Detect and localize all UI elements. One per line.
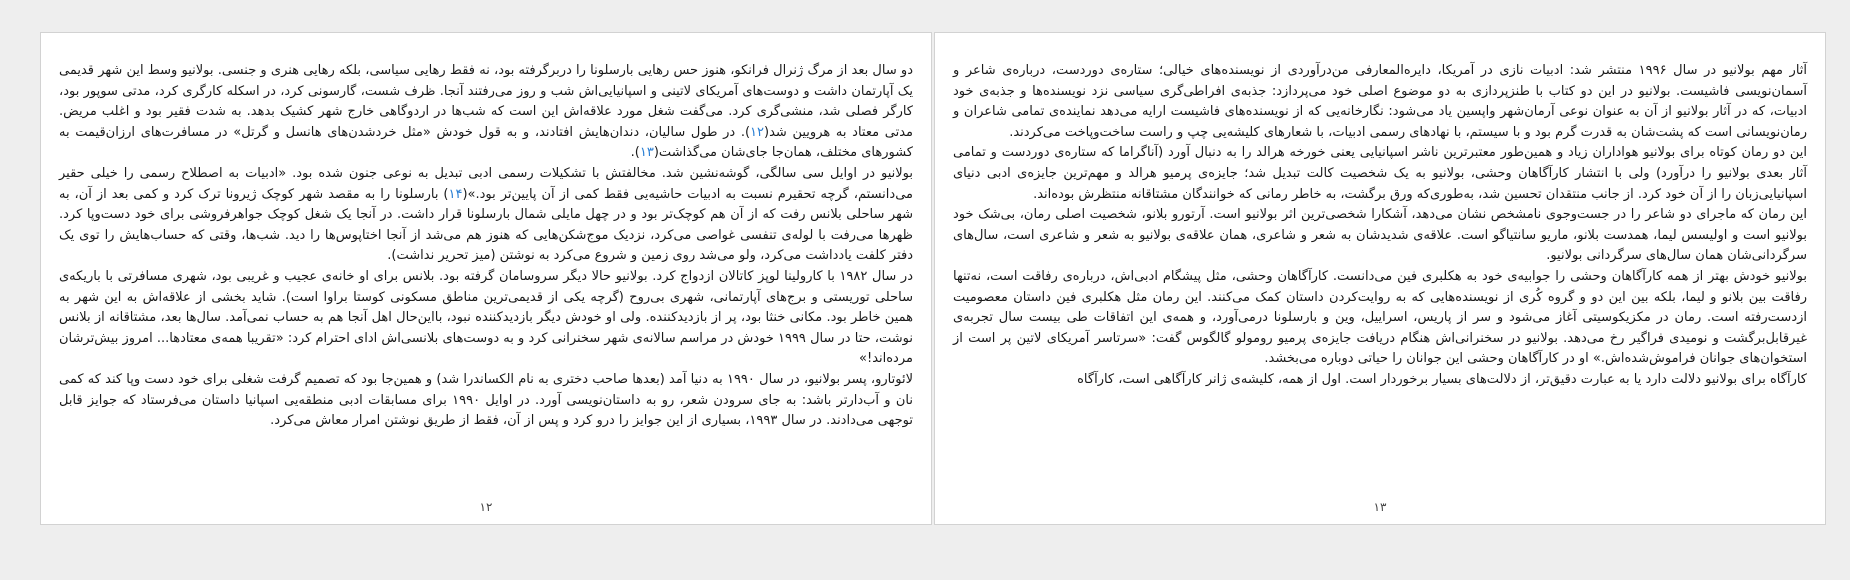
page-left-text xyxy=(59,61,913,432)
page-left xyxy=(40,32,932,525)
paragraph: دو سال بعد از مرگ ژنرال فرانکو، هنوز حس رهایی بارسلونا را دربرگرفته بود، نه فقط رهایی سیاسی، بلکه رهایی هنری و جنسی. بولانیو وسط این شهر قدیمی یک آپارتمان داشت و دوست‌های آمریکای لاتینی و اسپانیایی‌اش شب و روز می‌رفتند آنجا. ظرف شست، گارسونی کرد، در اسکله کارگری کرد، مدتی سوپور بود، کارگر فصلی شد، منشی‌گری کرد. می‌گفت شغل مورد علاقه‌اش این است که شب‌ها در اردوگاهی خارج شهر کشیک بدهد. به شدت فقیر بود و اغلب مریض. مدتی معتاد به هرویین شد(۱۲). در طول سالیان، دندان‌هایش افتادند، و به قول خودش «مثل خردشدن‌های هانسل و گرتل» در مسافرت‌های ارزان‌قیمت به کشورهای مختلف، همان‌جا جای‌شان می‌گذاشت(۱۳). xyxy=(59,63,913,161)
page-number: ۱۳ xyxy=(1373,500,1387,514)
paragraph: بولانیو در اوایل سی سالگی، گوشه‌نشین شد. مخالفتش با تشکیلات رسمی ادبی تبدیل به نوعی جنون شده بود. «ادبیات به اصطلاح رسمی را خیلی حقیر می‌دانستم، گرچه تحقیرم نسبت به ادبیات حاشیه‌یی فقط کمی از آن پایین‌تر بود.»(۱۴) بارسلونا را به مقصد شهر کوچک ژیرونا ترک کرد و کمی بعد از آن، به شهر ساحلی بلانس رفت که از آن هم کوچک‌تر بود و در چهل مایلی شمال بارسلونا قرار داشت. در آنجا یک شغل کوچک جواهرفروشی برای خود دست‌وپا کرد. ظهرها می‌رفت با لوله‌ی تنفسی غواصی می‌کرد، نزدیک موج‌شکن‌هایی که هنوز هم می‌شد از آنجا اختاپوس‌ها را دید. شب‌ها، وقتی که حساب‌هایش را توی یک دفتر کلفت یادداشت می‌کرد، ولو می‌شد روی زمین و شروع می‌کرد به نوشتن (میز تحریر نداشت). xyxy=(59,165,913,264)
page-number: ۱۲ xyxy=(479,500,493,514)
paragraph: این دو رمان کوتاه برای بولانیو هواداران زیاد و همین‌طور معتبرترین ناشر اسپانیایی یعنی خورخه هرالد را به دنبال آورد (آناگراما که ستاره‌ی دوردست و تمامی آثار بعدی بولانیو را درآورد) ولی با انتشار کارآگاهان وحشی، بولانیو به یک شخصیت کالت تبدیل شد؛ جایزه‌ی پرمیو هرالد و مهم‌ترین جایزه‌ی ادبی دنیای اسپانیایی‌زبان را از آن خود کرد. از جانب منتقدان تحسین شد، به‌طوری‌که ورق برگشت، به خاطر رمانی که خوانندگان مشتاقانه منتظرش بوده‌اند. xyxy=(953,145,1807,202)
footnote-ref-13[interactable]: ۱۳ xyxy=(639,145,654,161)
paragraph: آثار مهم بولانیو در سال ۱۹۹۶ منتشر شد: ادبیات نازی در آمریکا، دایره‌المعارفی من‌درآوردی از نویسنده‌های خیالی؛ ستاره‌ی دوردست، درباره‌ی شاعر و آسمان‌نویسی فاشیست. بولانیو در این دو کتاب با طنزپردازی به دو موضوع اصلی خود می‌پردازد: جذبه‌ی افراطی‌گری سیاسی نزد نویسنده‌ها و جذبه‌ی خود ادبیات، که در آثار بولانیو از آن به عنوان نوعی آرمان‌شهر واپسین یاد می‌شود: نگارخانه‌یی که از نویسنده‌های فاشیست ارایه می‌دهد نماینده‌ی تمامی شاعران و رمان‌نویسانی است که پشت‌شان به قدرت گرم بود و با سیستم، با نهادهای رسمی ادبیات، با شعارهای کلیشه‌یی چپ و راست ساخت‌وپاخت می‌کردند. xyxy=(953,63,1808,140)
page-right-text xyxy=(953,61,1807,391)
paragraph: کارآگاه برای بولانیو دلالت دارد یا به عبارت دقیق‌تر، از دلالت‌های بسیار برخوردار است. اول از همه، کلیشه‌ی ژانر کارآگاهی است، کارآگاه xyxy=(1077,371,1807,387)
footnote-ref-14[interactable]: ۱۴ xyxy=(448,186,463,202)
paragraph: لائوتارو، پسر بولانیو، در سال ۱۹۹۰ به دنیا آمد (بعدها صاحب دختری به نام الکساندرا شد) و همین‌جا بود که تصمیم گرفت شغلی برای خود دست وپا کند که کمی نان و آب‌دارتر باشد: به جای سرودن شعر، رو به داستان‌نویسی آورد. در اوایل ۱۹۹۰ برای مسابقات ادبی منطقه‌یی اسپانیا داستان می‌فرستاد که جوایز قابل توجهی می‌دادند. در سال ۱۹۹۳، بسیاری از این جوایز را درو کرد و پس از آن، فقط از طریق نوشتن امرار معاش می‌کرد. xyxy=(59,371,914,429)
paragraph: در سال ۱۹۸۲ با کارولینا لوپز کاتالان ازدواج کرد. بولانیو حالا دیگر سروسامان گرفته بود. بلانس برای او خانه‌ی عجیب و غریبی بود، شهری مسافرتی با باریکه‌ی ساحلی توریستی و برج‌های آپارتمانی، شهری بی‌روح (گرچه یکی از قدیمی‌ترین مناطق مسکونی کوستا براوا است). شاید بخشی از علاقه‌اش به این شهر به همین خاطر بود. مکانی خنثا بود، پر از بازدیدکننده. ولی او خودش دیگر بازدیدکننده نبود، بااین‌حال اهل آنجا هم به حساب نمی‌آمد. سال‌ها بعد، مشتاقانه از بلانس نوشت، حتا در سال ۱۹۹۹ خودش در مراسم سالانه‌ی شهر سخنرانی کرد و به دوست‌های بلانسی‌اش ادای احترام کرد: «تقریبا همه‌ی معتادها... امروز بیش‌ترشان مرده‌اند!» xyxy=(59,268,913,367)
paragraph: این رمان که ماجرای دو شاعر را در جست‌وجوی نامشخص نشان می‌دهد، آشکارا شخصی‌ترین اثر بولانیو است. آرتورو بلانو، شخصیت اصلی رمان، بی‌شک خود بولانیو است و اولیسس لیما، همدست بلانو، ماریو سانتیاگو است. علاقه‌ی شدیدشان به شعر و شاعری، همان علاقه‌ی بولانیو به شعر و شاعری است، سال‌های سرگردانی‌شان همان سال‌های سرگردانی بولانیو. xyxy=(953,207,1807,264)
footnote-ref-12[interactable]: ۱۲ xyxy=(750,124,765,140)
paragraph: بولانیو خودش بهتر از همه کارآگاهان وحشی را جوابیه‌ی خود به هکلبری فین می‌دانست. کارآگاهان وحشی، مثل پیشگام ادبی‌اش، درباره‌ی رفاقت است، نه‌تنها رفاقت بین بلانو و لیما، بلکه بین این دو و گروه کُری از نویسنده‌هایی که به روایت‌کردن داستان کمک می‌کنند. این رمان مثل هکلبری فین داستان معصومیت ازدست‌رفته است. رمان در مکزیکوسیتی آغاز می‌شود و سر از پاریس، اسراییل، وین و بارسلونا درمی‌آورد، و همه‌ی این اتفاقات طی بیست سال تجربه‌ی غیرقابل‌برگشت و نومیدی فراگیر رخ می‌دهد. بولانیو در سخنرانی‌اش هنگام دریافت جایزه‌ی پرمیو رومولو گالگوس گفت: «سرتاسر آمریکای لاتین پر است از استخوان‌های جوانان فراموش‌شده‌اش.» او در کارآگاهان وحشی این جوانان را حیاتی دوباره می‌بخشد. xyxy=(953,268,1807,367)
page-right xyxy=(934,32,1826,525)
